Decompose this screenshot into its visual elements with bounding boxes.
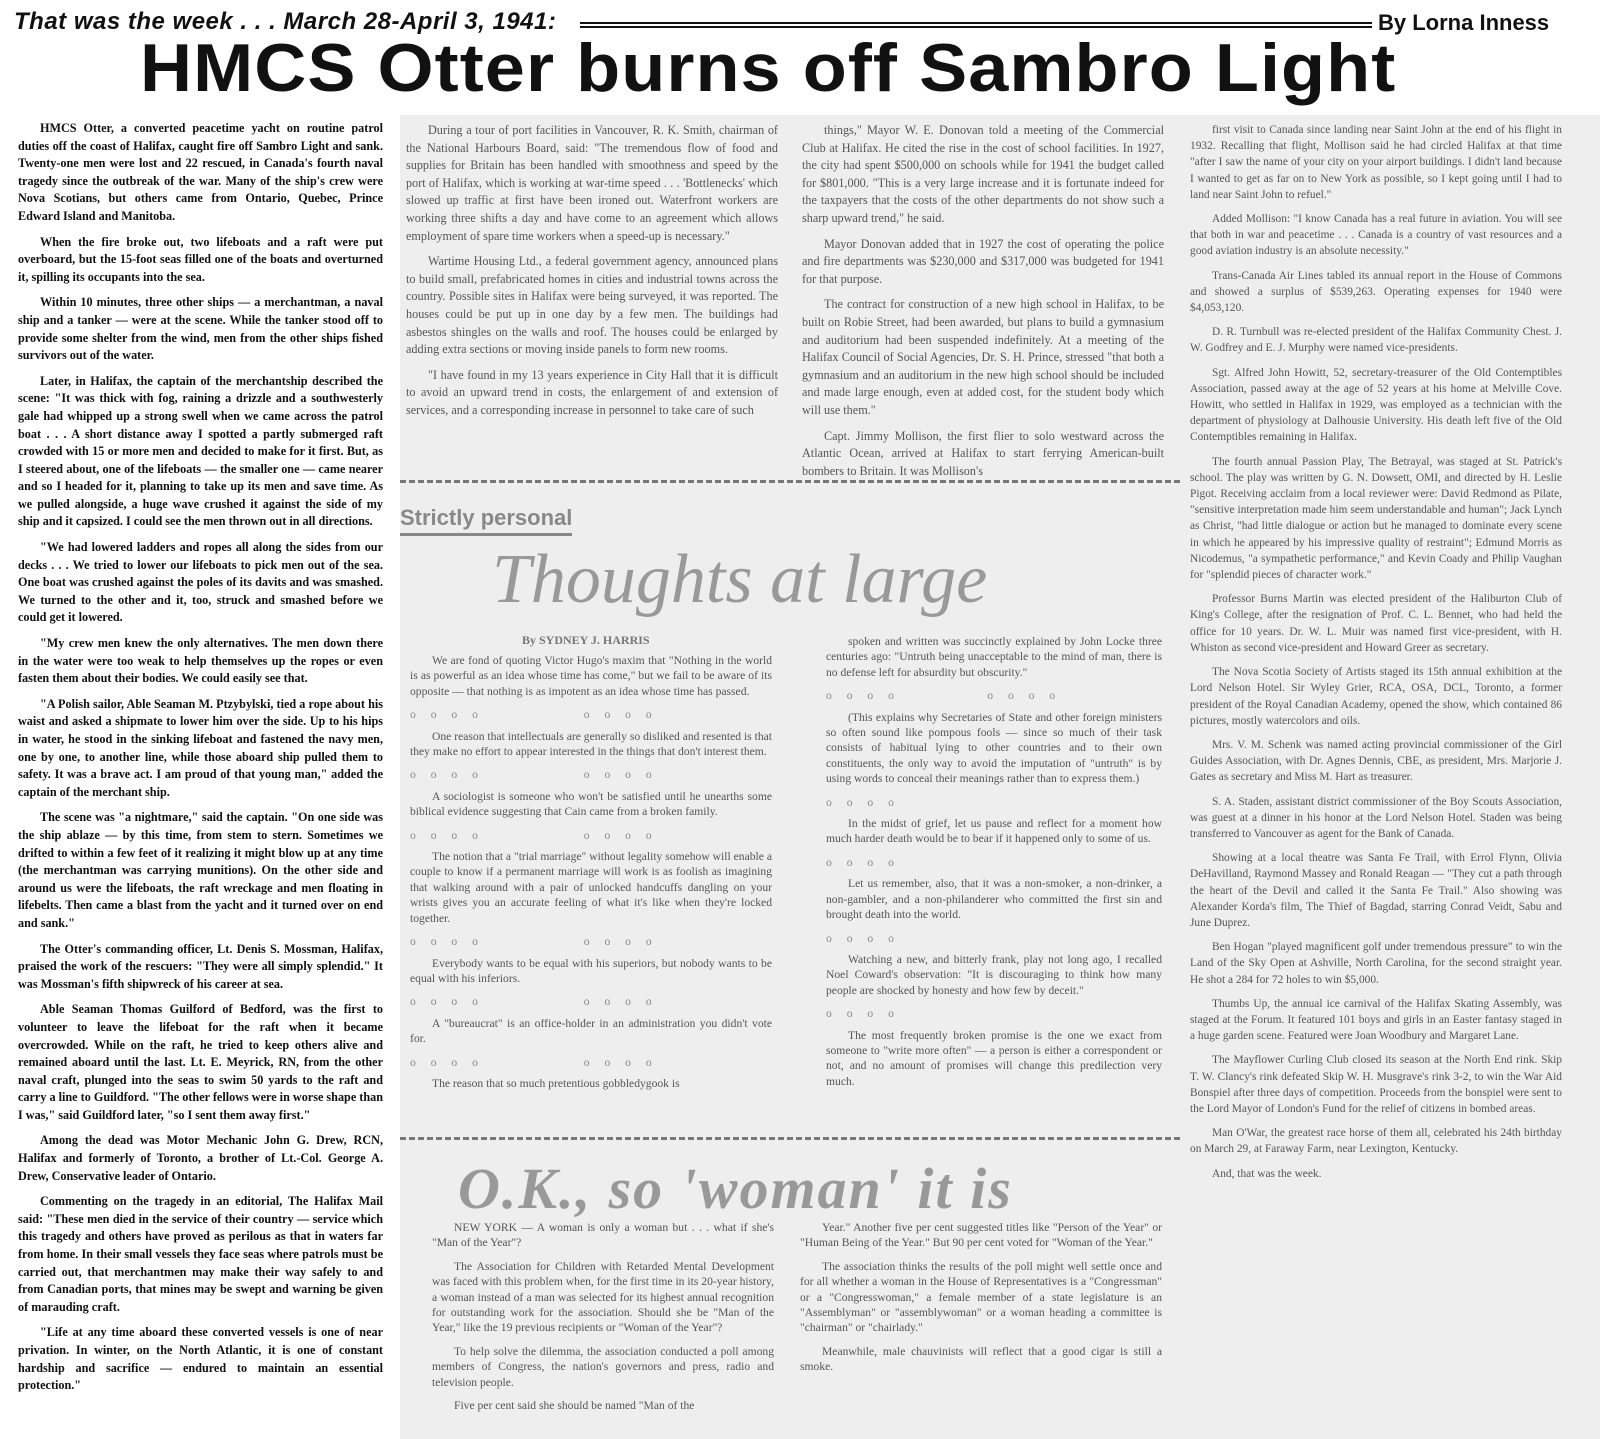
- story-title: O.K., so 'woman' it is: [458, 1156, 1013, 1221]
- separator: o o o o o o o o: [410, 935, 658, 949]
- paragraph: The Otter's commanding officer, Lt. Denis S. Mossman, Halifax, praised the work of the rescuers: "They were all simply splendid." It was Mossman's fifth shipwreck of his career at sea.: [18, 941, 383, 991]
- paragraph: Later, in Halifax, the captain of the merchantship described the scene: "It was thick with fog, raining a drizzle and a southwesterly gale had whipped up a strong swell when we came across the patrol boat . . . A short distance away I spotted a partly submerged raft crowded with 15 or more men and decided to make for it first. But, as I steered about, one of the lifeboats — the smaller one — came nearer and so I headed for it, planning to take up its men and save time. As we pulled alongside, a huge wave crushed it against the side of my ship and it capsized. I could see the men thrown out in all directions.: [18, 373, 383, 529]
- separator: o o o o o o o o: [410, 828, 658, 842]
- header-rule: [580, 22, 1372, 28]
- separator: o o o o: [826, 931, 900, 945]
- paragraph: Thumbs Up, the annual ice carnival of the Halifax Skating Assembly, was staged at the Forum. It featured 101 boys and girls in an Easter fantasy staged in a huge garden scene. Featured were Joan Woodbury and Margaret Lane.: [1190, 997, 1562, 1043]
- woman-right: [800, 1220, 1162, 1383]
- main-story: [18, 120, 383, 1403]
- paragraph: Year." Another five per cent suggested titles like "Person of the Year" or "Human Being of the Year." But 90 per cent voted for "Woman of the Year.": [800, 1221, 1162, 1250]
- paragraph: D. R. Turnbull was re-elected president of the Halifax Community Chest. J. W. Godfrey and E. J. Murphy were named vice-presidents.: [1190, 326, 1562, 355]
- paragraph: And, that was the week.: [1212, 1167, 1322, 1180]
- paragraph: Capt. Jimmy Mollison, the first flier to solo westward across the Atlantic Ocean, arrived at Halifax to start ferrying American-built bombers to Britain. It was Mollison's: [802, 428, 1164, 478]
- paragraph: S. A. Staden, assistant district commissioner of the Boy Scouts Association, was guest at a dinner in his honor at the Lord Nelson Hotel. Staden was being transferred to Vancouver as agent for the Bank of Canada.: [1190, 795, 1562, 840]
- paragraph: Watching a new, and bitterly frank, play not long ago, I recalled Noel Coward's observation: "It is discouraging to think how many people are shocked by honesty and how few by deceit.": [826, 952, 1162, 997]
- paragraph: The Nova Scotia Society of Artists staged its 15th annual exhibition at the Lord Nelson Hotel. Sir Wyley Grier, RCA, OSA, DCL, Toronto, a former president of the Royal Canadian Academy, opened the show, which contained 86 pictures, mostly watercolors and oils.: [1190, 666, 1562, 727]
- paragraph: Five per cent said she should be named "Man of the: [454, 1399, 695, 1413]
- week-kicker: That was the week . . . March 28-April 3, 1941:: [14, 8, 557, 35]
- paragraph: "Life at any time aboard these converted vessels is one of near privation. In winter, on the North Atlantic, it is one of constant hardship and sacrifice — endured to maintain an essential protection.": [18, 1325, 383, 1393]
- separator: o o o o o o o o: [410, 708, 658, 722]
- woman-left: [432, 1220, 774, 1421]
- separator: o o o o: [826, 795, 900, 809]
- paragraph: spoken and written was succinctly explained by John Locke three centuries ago: "Untruth being unacceptable to the mind of man, there is no defense left for absurdity but obscurity.": [826, 635, 1162, 679]
- separator: o o o o: [826, 1007, 900, 1021]
- headline: HMCS Otter burns off Sambro Light: [140, 30, 1397, 106]
- paragraph: The contract for construction of a new high school in Halifax, to be built on Robie Street, had been awarded, but plans to build a gymnasium and auditorium had been suspended indefinitely. At a meeting of the Halifax Council of Social Agencies, Dr. S. H. Prince, stressed "that both a gymnasium and an auditorium in the new high school should be included and made large enough, even at added cost, for the student body which will use them.": [802, 297, 1164, 417]
- paragraph: Ben Hogan "played magnificent golf under tremendous pressure" to win the Land of the Sky Open at Ashville, North Carolina, for the second straight year. He shot a 284 for 72 holes to win $5,000.: [1190, 941, 1562, 986]
- paragraph: "My crew men knew the only alternatives. The men down there in the water were too weak to help themselves up the ropes or even fasten them about their bodies. We could easily see that.: [18, 636, 383, 686]
- separator: o o o o o o o o: [410, 768, 658, 782]
- paragraph: Mayor Donovan added that in 1927 the cost of operating the police and fire departments was $230,000 and $317,000 was budgeted for 1941 for that purpose.: [802, 236, 1164, 286]
- paragraph: Among the dead was Motor Mechanic John G. Drew, RCN, Halifax and formerly of Toronto, a brother of Lt.-Col. George A. Drew, Conservative leader of Ontario.: [18, 1133, 383, 1183]
- paragraph: To help solve the dilemma, the association conducted a poll among members of Congress, the nation's governors and press, radio and television people.: [432, 1344, 774, 1389]
- paragraph: A sociologist is someone who won't be satisfied until he unearths some biblical evidence suggesting that Cain came from a broken family.: [410, 789, 772, 819]
- paragraph: The Mayflower Curling Club closed its season at the North End rink. Skip T. W. Clancy's rink defeated Skip W. H. Musgrave's rink 3-2, to win the War Aid Bonspiel after three days of competition. Proceeds from the bonspiel were sent to the Lord Mayor of London's Fund for the relief of citizens in bombed areas.: [1190, 1054, 1562, 1115]
- paragraph: first visit to Canada since landing near Saint John at the end of his flight in 1932. Recalling that flight, Mollison said he had circled Halifax at that time "after I saw the name of your city on your airport buildings. I didn't land because I wanted to get as far on to New York as possible, so I kept going until I had to land near Saint John to refuel.": [1190, 124, 1562, 201]
- paragraph: Commenting on the tragedy in an editorial, The Halifax Mail said: "These men died in the service of their country — service which this tragedy and others have proved as perilous as that in waters far from home. In their small vessels they face seas where patrols must be carried out, that merchantmen may make their way safely to and from Canadian ports, that mines may be swept and warning be given of marauding craft.: [18, 1194, 383, 1314]
- paragraph: Let us remember, also, that it was a non-smoker, a non-drinker, a non-gambler, and a non-philanderer who committed the first sin and brought death into the world.: [826, 877, 1162, 922]
- column-title: Thoughts at large: [492, 541, 988, 618]
- paragraph: During a tour of port facilities in Vancouver, R. K. Smith, chairman of the National Harbours Board, said: "The tremendous flow of food and supplies for Britain has been handled with smoothness and speed by the port of Halifax, which is working at war-time speed . . . 'Bottlenecks' which slowed up traffic at first have been ironed out. Waterfront workers are working three shifts a day and have come to an agreement which allows employment of spare time workers when a speed-up is necessary.": [406, 123, 778, 243]
- thoughts-left: [410, 653, 772, 1099]
- separator: o o o o o o o o: [410, 995, 658, 1009]
- paragraph: Within 10 minutes, three other ships — a merchantman, a naval ship and a tanker — were at the scene. While the tanker stood off to provide some shelter from the wind, men from the other ships fished survivors out of the water.: [18, 295, 383, 363]
- paragraph: Mrs. V. M. Schenk was named acting provincial commissioner of the Girl Guides Association, with Dr. Agnes Dennis, CBE, as president, Mrs. Marjorie J. Gates as secretary and Miss M. Hart as treasurer.: [1190, 738, 1562, 784]
- paragraph: things," Mayor W. E. Donovan told a meeting of the Commercial Club at Halifax. He cited the rise in the cost of school facilities. In 1927, the city had spent $500,000 on schools while for 1941 the budget called for $801,000. "This is a very large increase and it is fortunate indeed for the taxpayers that the costs of the other departments do not show such a sharp upward trend," he said.: [802, 123, 1164, 225]
- thoughts-right: [826, 634, 1162, 1097]
- paragraph: The reason that so much pretentious gobbledygook is: [432, 1076, 680, 1090]
- paragraph: When the fire broke out, two lifeboats and a raft were put overboard, but the 15-foot seas filled one of the boats and overturned it, spilling its occupants into the sea.: [18, 234, 383, 284]
- paragraph: Wartime Housing Ltd., a federal government agency, announced plans to build small, prefabricated homes in cities and industrial towns across the country. Possible sites in Halifax were being surveyed, it was reported. The houses could be put up in one day by a few men. The buildings had asbestos shingles on the walls and roof. The houses could be enlarged by adding extra sections or moving inside panels to form new rooms.: [406, 254, 778, 357]
- section-divider: [400, 480, 1180, 483]
- paragraph: We are fond of quoting Victor Hugo's maxim that "Nothing in the world is as powerful as an idea whose time has come," but we fail to be aware of its opposite — that nothing is as impotent as an idea whose time has passed.: [410, 654, 772, 698]
- paragraph: Meanwhile, male chauvinists will reflect that a good cigar is still a smoke.: [800, 1344, 1162, 1374]
- separator: o o o o o o o o: [410, 1055, 658, 1069]
- paragraph: A "bureaucrat" is an office-holder in an administration you didn't vote for.: [410, 1016, 772, 1046]
- paragraph: HMCS Otter, a converted peacetime yacht on routine patrol duties off the coast of Halifax, caught fire off Sambro Light and sank. Twenty-one men were lost and 22 rescued, in Canada's fourth naval tragedy since the outbreak of the war. Many of the ship's crew were Nova Scotians, but others came from Ontario, Quebec, Prince Edward Island and Manitoba.: [18, 121, 383, 223]
- paragraph: Showing at a local theatre was Santa Fe Trail, with Errol Flynn, Olivia DeHavilland, Raymond Massey and Ronald Reagan — "They cut a path through the heart of the Devil and called it the Santa Fe Trail." Also showing was Alexander Korda's film, The Thief of Bagdad, starring Conrad Veidt, Sabu and June Duprez.: [1190, 852, 1562, 929]
- paragraph: Man O'War, the greatest race horse of them all, celebrated his 24th birthday on March 29, at Faraway Farm, near Lexington, Kentucky.: [1190, 1127, 1562, 1156]
- paragraph: One reason that intellectuals are generally so disliked and resented is that they make no effort to appear interested in the things that don't interest them.: [410, 729, 772, 759]
- separator: o o o o o o o o: [826, 689, 1062, 703]
- paragraph: The association thinks the results of the poll might well settle once and for all whether a woman in the House of Representatives is a "Congressman" or a "Congresswoman," a female member of a state legislature is an "Assemblyman" or "assemblywoman" or a woman heading a committee is "chairman" or "chairlady.": [800, 1259, 1162, 1335]
- paragraph: Professor Burns Martin was elected president of the Haliburton Club of King's College, after the resignation of Prof. C. L. Bennet, who had held the office for 10 years. Dr. W. L. Muir was named first vice-president, with H. Whiston as second vice-president and Howard Greer as secretary.: [1190, 593, 1562, 654]
- paragraph: The fourth annual Passion Play, The Betrayal, was staged at St. Patrick's school. The play was written by G. N. Dowsett, OMI, and directed by H. Leslie Pigot. Receiving acclaim from a local reviewer were: David Redmond as Pilate, "sensitive interpretation made him seem understandable and human"; Jack Lynch as Christ, "had little dialogue or action but he managed to dominate every scene in which he appeared by his impressive quality of restraint"; Edmund Morris as Nicodemus, "a sympathetic performance," and Kevin Coady and Philip Vaughan for "splendid pieces of character work.": [1190, 455, 1562, 582]
- paragraph: The Association for Children with Retarded Mental Development was faced with this problem when, for the first time in its 20-year history, a woman instead of a man was selected for its highest annual recognition for outstanding work for the association. Should she be "Man of the Year," like the 19 previous recipients or "Woman of the Year"?: [432, 1259, 774, 1335]
- byline: By Lorna Inness: [1378, 10, 1550, 35]
- news-column-2: [406, 122, 778, 428]
- separator: o o o o: [826, 855, 900, 869]
- column-byline: By SYDNEY J. HARRIS: [522, 633, 650, 647]
- paragraph: In the midst of grief, let us pause and reflect for a moment how much harder death would be to bear if it happened only to some of us.: [826, 817, 1162, 846]
- paragraph: Trans-Canada Air Lines tabled its annual report in the House of Commons and showed a surplus of $539,263. Operating expenses for 1940 were $4,053,120.: [1190, 269, 1562, 315]
- paragraph: "A Polish sailor, Able Seaman M. Ptzybylski, tied a rope about his waist and asked a shipmate to lower him over the side. Up to his hips in water, he stood in the sinking lifeboat and fastened the navy men, one by one, to another line, while those aboard ship pulled them to safety. It was a brave act. I am proud of that young man," added the captain of the merchant ship.: [18, 696, 383, 799]
- paragraph: "We had lowered ladders and ropes all along the sides from our decks . . . We tried to lower our lifeboats to pick men out of the sea. One boat was crushed against the poles of its davits and was smashed. We turned to the other and it, too, struck and smashed before we could get it lowered.: [18, 540, 383, 625]
- paragraph: (This explains why Secretaries of State and other foreign ministers so often sound like pompous fools — since so much of their task consists of habitual lying to other countries and to their own constituents, the only way to avoid the imputation of "untruth" is by using words to conceal their meanings rather than to express them.): [826, 710, 1162, 786]
- paragraph: Added Mollison: "I know Canada has a real future in aviation. You will see that both in war and peacetime . . . Canada is a country of vast resources and a good aviation industry is an absolute necessity.": [1190, 213, 1562, 258]
- section-kicker: Strictly personal: [400, 505, 572, 536]
- paragraph: The most frequently broken promise is the one we exact from someone to "write more often" — a person is either a correspondent or not, and no amount of promises will change this predilection very much.: [826, 1028, 1162, 1088]
- news-column-3: [802, 122, 1164, 488]
- paragraph: The scene was "a nightmare," said the captain. "On one side was the ship ablaze — by this time, from stem to stern. Sometimes we drifted to within a few feet of it realizing it might blow up at any time (the merchantman was carrying munitions). On the other side and around us were the lifeboats, the raft wreckage and men floating in lifebelts. Then came a blast from the yacht and it turned over on end and sank.": [18, 810, 383, 930]
- paragraph: NEW YORK — A woman is only a woman but . . . what if she's "Man of the Year"?: [432, 1221, 774, 1250]
- paragraph: Sgt. Alfred John Howitt, 52, secretary-treasurer of the Old Contemptibles Association, passed away at the age of 52 years at his home at Melville Cove. Howitt, who settled in Halifax in 1929, was employed as a technician with the department of physiology at Dalhousie University. His death left five of the Old Contemptibles remaining in Halifax.: [1190, 366, 1562, 444]
- paragraph: "I have found in my 13 years experience in City Hall that it is difficult to avoid an upward trend in costs, the enlargement of and extension of services, and a corresponding increase in personnel to take care of such: [406, 367, 778, 417]
- paragraph: Everybody wants to be equal with his superiors, but nobody wants to be equal with his inferiors.: [410, 956, 772, 985]
- paragraph: Able Seaman Thomas Guilford of Bedford, was the first to volunteer to leave the lifeboat for the raft when it became overcrowded. While on the raft, he tried to keep others alive and remained aboard until the last. Lt. E. Meyrick, RN, from the other naval craft, plunged into the seas to swim 50 yards to the raft and carry a line to Guildford. "The other fellows were in worse shape than I was," said Guildford later, "so I sent them away first.": [18, 1002, 383, 1122]
- section-divider: [400, 1137, 1180, 1140]
- news-column-4: [1190, 122, 1562, 1190]
- paragraph: The notion that a "trial marriage" without legality somehow will enable a couple to know if a permanent marriage will work is as foolish as imagining that walking around with a pair of unlocked handcuffs dangling on your wrists gives you an accurate feeling of what it's like when they're locked together.: [410, 850, 772, 925]
